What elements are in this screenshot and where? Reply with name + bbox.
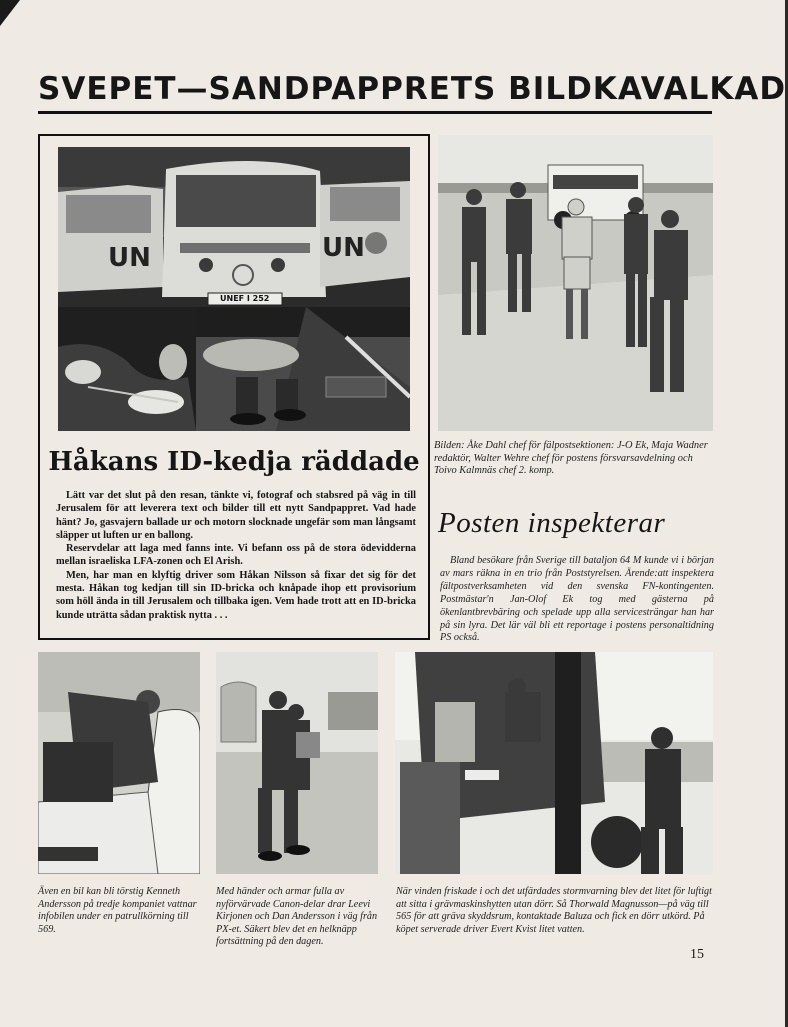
story1-headline: Håkans ID-kedja räddade [48, 447, 420, 477]
page-number: 15 [690, 947, 704, 962]
jeep-water-photo [38, 652, 200, 874]
story2-article [440, 555, 714, 645]
story1-paragraph: Lätt var det slut på den resan, tänkte vi, fotograf och stabsred på väg in till Jerusalem för att leverera text och bilder till ett nytt Sandpappret. Vad hade hänt? Jo, gasvajern ballade ur och motorn slocknade ungefär som man långsamt släpper ut luften ur en ballong. [56, 490, 416, 541]
hands-repair-photo [58, 307, 196, 431]
story1-paragraph: Men, har man en klyftig driver som Håkan Nilsson så fixar det sig för det mesta. Håkan tog kedjan till sin ID-bricka och knåpade ihop ett provisorium som höll ända in till Jerusalem och tillbaka igen. Vem hade trott att en ID-bricka kunde uträtta sådan praktisk nytta . . . [56, 569, 416, 621]
caption-bottom-right: När vinden friskade i och det utfärdades stormvarning blev det litet för luftigt att sitta i grävmaskinshytten utan dörr. Så Thorwald Magnusson—på väg till 565 för att gräva skyddsrum, kontaktade Baluza och fick en dörr utkörd. På köpet serverade driver Evert Kvist litet vatten. [396, 886, 712, 935]
header-rule [38, 111, 712, 114]
story1-article [56, 489, 416, 622]
page-corner-mark [0, 0, 20, 26]
story2-paragraph: Bland besökare från Sverige till bataljon 64 M kunde vi i början av mars räkna in en trio från Poststyrelsen. Ärende:att inspektera fältpostverksamheten vid den svenska FN-kontingenten. Postmästar'n Jan-Olof Ek tog med gästerna på ökenlantbrevbäring och spelade upp alla servicesträngar han har på sin lyra. Det lär väl bli ett reportage i postens personaltidning PS också. [440, 555, 714, 644]
group-photo-caption: Bilden: Åke Dahl chef för fälpostsektionen: J-O Ek, Maja Wadner redaktör, Walter Wehre chef för postens försvarsavdelning och Toivo Kalmnäs chef 2. komp. [434, 440, 708, 477]
caption-bottom-left: Även en bil kan bli törstig Kenneth Andersson på tredje kompaniet vattnar infobilen under en patrullkörning till 569. [38, 886, 197, 935]
van-un-label-right: UN [322, 233, 365, 263]
under-van-photo [196, 307, 410, 431]
story2-headline: Posten inspekterar [438, 507, 666, 539]
van-un-label-left: UN [108, 243, 151, 273]
un-van-photo [58, 147, 410, 307]
page-header-title: SVEPET—SANDPAPPRETS BILDKAVALKAD [38, 71, 787, 107]
caption-bottom-middle: Med händer och armar fulla av nyförvärvade Canon-delar drar Leevi Kirjonen och Dan Andersson i väg från PX-et. Säkert blev det en helknäpp fortsättning på den dagen. [216, 886, 378, 948]
excavator-cab-photo [395, 652, 713, 874]
px-canon-photo [216, 652, 378, 874]
story1-paragraph: Reservdelar att laga med fanns inte. Vi befann oss på de stora ödevidderna mellan israeliska LFA-zonen och El Arish. [56, 543, 416, 568]
group-inspection-photo [438, 135, 713, 431]
van-license-plate: UNEF I 252 [220, 294, 270, 303]
